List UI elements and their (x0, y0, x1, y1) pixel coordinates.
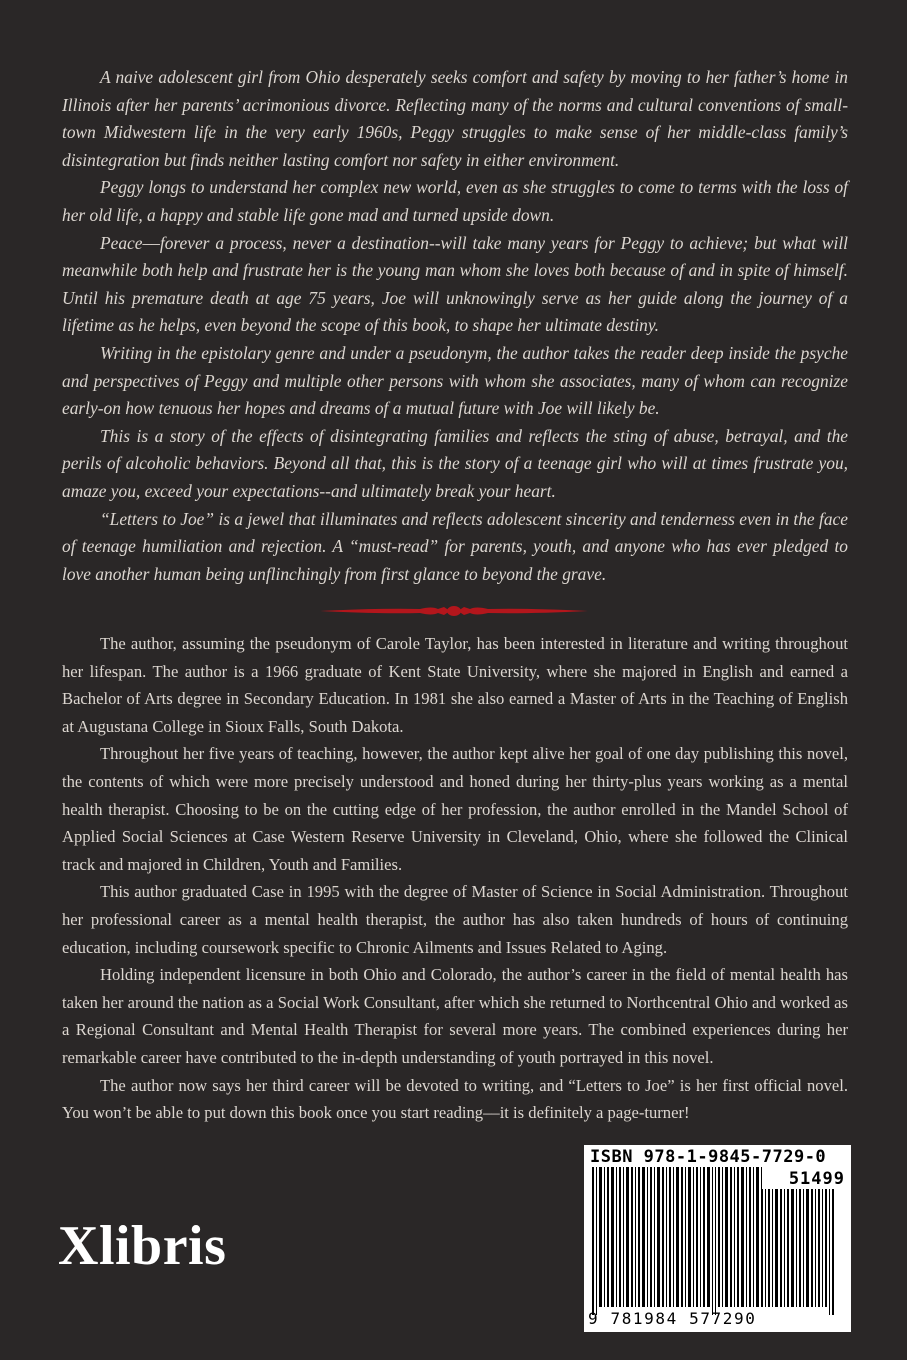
bio-paragraph: This author graduated Case in 1995 with the degree of Master of Science in Social Administration. Throughout her professional career as a mental health therapist, the author has also taken hundreds of hours of continuing education, including coursework specific to Chronic Ailments and Issues Related to Aging. (62, 882, 848, 957)
synopsis-paragraph: A naive adolescent girl from Ohio desperately seeks comfort and safety by moving to her father’s home in Illinois after her parents’ acrimonious divorce. Reflecting many of the norms and cultural conventions of small-town Midwestern life in the very early 1960s, Peggy struggles to make sense of her middle-class family’s disintegration but finds neither lasting comfort nor safety in either environment. (62, 67, 848, 170)
synopsis-paragraph: Writing in the epistolary genre and under a pseudonym, the author takes the reader deep inside the psyche and perspectives of Peggy and multiple other persons with whom she associates, many of whom can recognize early-on how tenuous her hopes and dreams of a mutual future with Joe will likely be. (62, 342, 848, 419)
isbn-label: ISBN 978-1-9845-7729-0 (590, 1147, 827, 1167)
synopsis-paragraph: Peggy longs to understand her complex new world, even as she struggles to come to terms with the loss of her old life, a happy and stable life gone mad and turned upside down. (62, 177, 848, 225)
synopsis-paragraph: “Letters to Joe” is a jewel that illuminates and reflects adolescent sincerity and tenderness even in the face of teenage humiliation and rejection. A “must-read” for parents, youth, and anyone who has ever pledged to love another human being unflinchingly from first glance to beyond the grave. (62, 508, 848, 584)
bio-paragraph: The author, assuming the pseudonym of Carole Taylor, has been interested in literature and writing throughout her lifespan. The author is a 1966 graduate of Kent State University, where she majored in English and earned a Bachelor of Arts degree in Secondary Education. In 1981 she also earned a Master of Arts in the Teaching of English at Augustana College in Sioux Falls, South Dakota. (62, 634, 848, 736)
synopsis-paragraph: This is a story of the effects of disintegrating families and reflects the sting of abuse, betrayal, and the perils of alcoholic behaviors. Beyond all that, this is the story of a teenage girl who will at times frustrate you, amaze you, exceed your expectations--and ultimately break your heart. (62, 425, 848, 501)
isbn-barcode (584, 1145, 851, 1332)
bio-paragraph: Holding independent licensure in both Ohio and Colorado, the author’s career in the field of mental health has taken her around the nation as a Social Work Consultant, after which she returned to Northcentral Ohio and worked as a Regional Consultant and Mental Health Therapist for several more years. The combined experiences during her remarkable career have contributed to the in-depth understanding of youth portrayed in this novel. (62, 965, 848, 1067)
bio-paragraph: The author now says her third career will be devoted to writing, and “Letters to Joe” is her first official novel. You won’t be able to put down this book once you start reading––it is definitely a page-turner! (62, 1075, 848, 1123)
bio-paragraph: Throughout her five years of teaching, however, the author kept alive her goal of one day publishing this novel, the contents of which were more precisely understood and honed during her thirty-plus years working as a mental health therapist. Choosing to be on the cutting edge of her profession, the author enrolled in the Mandel School of Applied Social Sciences at Case Western Reserve University in Cleveland, Ohio, where she followed the Clinical track and majored in Children, Youth and Families. (62, 744, 848, 874)
price-code: 51499 (788, 1169, 845, 1189)
ean-digits: 9 781984 577290 (588, 1309, 757, 1328)
publisher-logo: Xlibris (58, 1215, 227, 1277)
synopsis-paragraph: Peace––forever a process, never a destination--will take many years for Peggy to achieve; but what will meanwhile both help and frustrate her is the young man whom she loves both because of and in spite of himself. Until his premature death at age 75 years, Joe will unknowingly serve as her guide along the journey of a lifetime as he helps, even beyond the scope of this book, to shape her ultimate destiny. (62, 232, 848, 336)
author-bio (62, 630, 848, 1127)
synopsis (62, 64, 848, 588)
divider-ornament (320, 603, 588, 619)
